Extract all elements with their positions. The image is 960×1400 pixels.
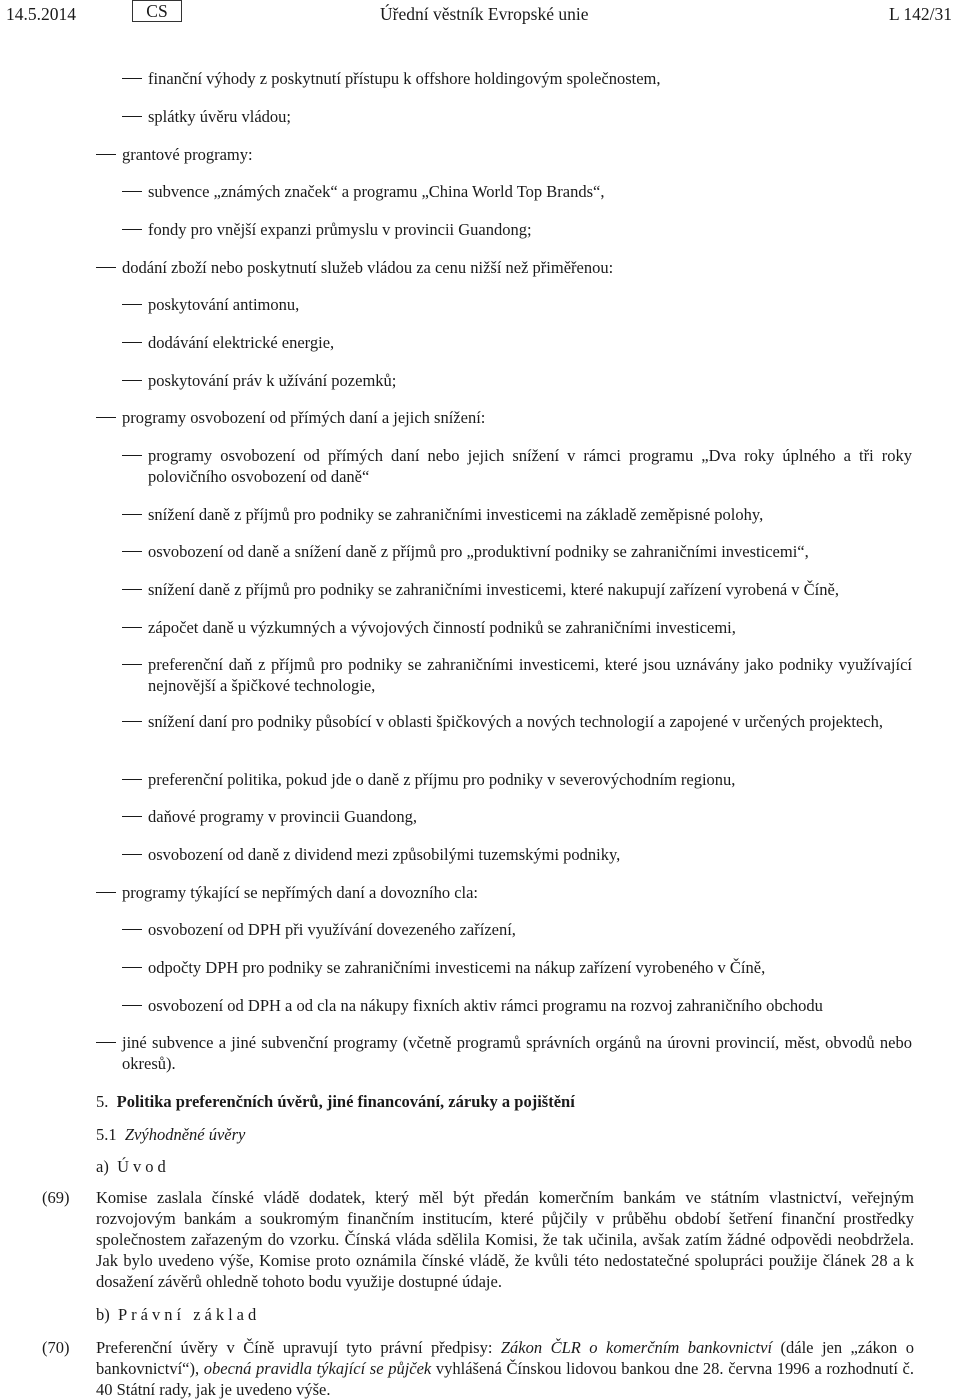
- section-heading: [96, 1091, 575, 1112]
- paragraph-70: [96, 1337, 914, 1400]
- dash-icon: [122, 191, 142, 192]
- subheading-b-label: b): [96, 1305, 110, 1324]
- subheading-a-title: Úvod: [117, 1157, 170, 1176]
- header-page-number: L 142/31: [888, 4, 952, 24]
- section-title: Politika preferenčních úvěrů, jiné financování, záruky a pojištění: [116, 1092, 575, 1111]
- dash-icon: [122, 229, 142, 230]
- subheading-a-label: a): [96, 1157, 109, 1176]
- paragraph-70-part-2: (dále jen „zákon o bankovnictví“),: [96, 1338, 914, 1378]
- dash-icon: [122, 380, 142, 381]
- dash-icon: [122, 116, 142, 117]
- loan-rules-title: obecná pravidla týkající se půjček: [203, 1359, 432, 1378]
- header-journal-title: Úřední věstník Evropské unie: [380, 4, 589, 24]
- dash-icon: [122, 816, 142, 817]
- dash-icon: [122, 664, 142, 665]
- dash-icon: [122, 1005, 142, 1006]
- dash-icon: [122, 854, 142, 855]
- subsection-number: 5.1: [96, 1125, 117, 1144]
- header-language-box: CS: [132, 0, 182, 22]
- law-title-banking: Zákon ČLR o komerčním bankovnictví: [500, 1338, 773, 1357]
- paragraph-69: Komise zaslala čínské vládě dodatek, který měl být předán komerčním bankám ve státním vlastnictví, veřejným rozvojovým bankám a soukromým finančním institucím, které půjčily v průběhu období šetření finanční prostředky společnostem zařazeným do vzorku. Čínská vláda sdělila Komisi, že tak učinila, avšak zatím žádné odpovědi neobdržela. Jak bylo uvedeno výše, Komise proto oznámila čínské vládě, že kvůli této nedostatečné spolupráci použije článek 28 a k dosažení závěrů ohledně tohoto bodu využije dostupné údaje.: [96, 1188, 914, 1291]
- dash-icon: [122, 78, 142, 79]
- dash-icon: [122, 779, 142, 780]
- section-number: 5.: [96, 1092, 109, 1111]
- subsection-title: Zvýhodněné úvěry: [124, 1125, 246, 1144]
- dash-icon: [122, 304, 142, 305]
- subheading-a: [96, 1156, 170, 1177]
- paragraph-number-69: (69): [42, 1188, 70, 1207]
- header-date: 14.5.2014: [6, 4, 76, 24]
- dash-icon: [122, 342, 142, 343]
- subsection-heading: [96, 1124, 245, 1145]
- subheading-b-title: Právní základ: [118, 1305, 261, 1324]
- dash-icon: [96, 417, 116, 418]
- paragraph-70-part-3: vyhlášená Čínskou lidovou bankou dne 28. června 1996 a rozhodnutí č. 40 Státní rady, jak je uvedeno výše.: [96, 1359, 915, 1399]
- dash-icon: [122, 627, 142, 628]
- dash-icon: [122, 455, 142, 456]
- dash-icon: [122, 551, 142, 552]
- dash-icon: [122, 514, 142, 515]
- dash-icon: [122, 967, 142, 968]
- dash-icon: [96, 1042, 116, 1043]
- dash-icon: [122, 589, 142, 590]
- dash-icon: [96, 154, 116, 155]
- paragraph-number-70: (70): [42, 1338, 70, 1357]
- subheading-b: [96, 1304, 260, 1325]
- journal-header: [0, 0, 960, 28]
- dash-icon: [96, 267, 116, 268]
- dash-icon: [122, 929, 142, 930]
- dash-icon: [122, 721, 142, 722]
- dash-icon: [96, 892, 116, 893]
- paragraph-70-part-1: Preferenční úvěry v Číně upravují tyto právní předpisy:: [96, 1338, 501, 1357]
